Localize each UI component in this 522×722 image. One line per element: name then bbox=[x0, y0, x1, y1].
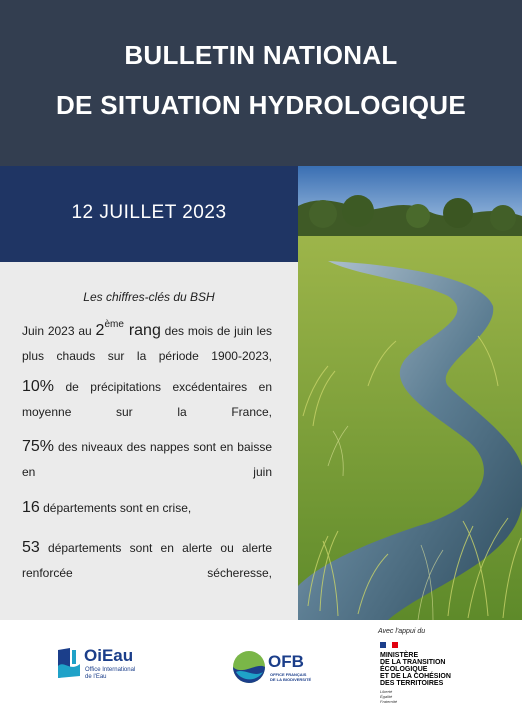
header-banner bbox=[0, 0, 522, 166]
oieau-subtitle bbox=[85, 667, 135, 681]
republic-motto bbox=[380, 689, 397, 704]
key-number: 2 bbox=[95, 322, 105, 339]
footer-logos bbox=[0, 620, 522, 722]
date-banner bbox=[0, 166, 298, 262]
oieau-subtitle-line2: de l'Eau bbox=[85, 674, 107, 680]
ofb-subtitle bbox=[270, 672, 311, 682]
key-text: Juin 2023 au bbox=[22, 324, 96, 338]
key-number: 53 bbox=[22, 539, 40, 556]
support-label: Avec l'appui du bbox=[378, 628, 426, 635]
ministry-name bbox=[380, 652, 451, 687]
title-line-1: BULLETIN NATIONAL bbox=[124, 40, 398, 70]
bulletin-date: 12 JUILLET 2023 bbox=[71, 202, 227, 223]
oieau-mark-icon bbox=[56, 646, 82, 680]
motto-line: Égalité bbox=[380, 694, 393, 699]
oieau-logo bbox=[56, 646, 156, 686]
key-text: de précipitations excédentaires en moyenne sur la France, bbox=[22, 380, 272, 419]
key-rank-word: rang bbox=[123, 322, 161, 339]
ofb-mark-icon bbox=[232, 650, 266, 684]
key-figures-title: Les chiffres-clés du BSH bbox=[83, 290, 215, 304]
oieau-subtitle-line1: Office International bbox=[85, 667, 136, 673]
key-figure-alert bbox=[22, 535, 272, 611]
ofb-subtitle-line2: DE LA BIODIVERSITÉ bbox=[270, 677, 312, 682]
ministry-line: MINISTÈRE bbox=[380, 652, 419, 659]
ofb-logo bbox=[232, 650, 322, 690]
stream-meadow-photo bbox=[298, 166, 522, 620]
key-text: départements sont en alerte ou alerte renforcée sécheresse, bbox=[22, 541, 272, 580]
french-flag-icon bbox=[380, 642, 398, 648]
ministry-line: ET DE LA COHÉSION bbox=[380, 673, 451, 680]
ofb-subtitle-line1: OFFICE FRANÇAIS bbox=[270, 672, 307, 677]
key-text: des mois de juin les plus chauds sur la période 1900-2023, bbox=[22, 324, 273, 363]
key-superscript: ème bbox=[104, 319, 124, 330]
key-text: départements sont en crise, bbox=[39, 501, 192, 515]
key-number: 16 bbox=[22, 499, 40, 516]
key-figure-crisis bbox=[22, 495, 272, 521]
landscape-illustration bbox=[298, 166, 522, 620]
motto-line: Fraternité bbox=[380, 699, 398, 704]
motto-line: Liberté bbox=[380, 689, 393, 694]
ofb-name: OFB bbox=[268, 652, 304, 671]
ministry-line: DES TERRITOIRES bbox=[380, 680, 444, 687]
ministry-line: DE LA TRANSITION bbox=[380, 659, 446, 666]
key-figures-panel bbox=[0, 262, 298, 620]
key-number: 75% bbox=[22, 438, 55, 455]
key-text: des niveaux des nappes sont en baisse en juin bbox=[22, 440, 272, 479]
key-number: 10% bbox=[22, 378, 55, 395]
title-line-2: DE SITUATION HYDROLOGIQUE bbox=[55, 90, 467, 120]
oieau-name: OiEau bbox=[84, 646, 134, 665]
ministry-line: ÉCOLOGIQUE bbox=[380, 666, 428, 673]
